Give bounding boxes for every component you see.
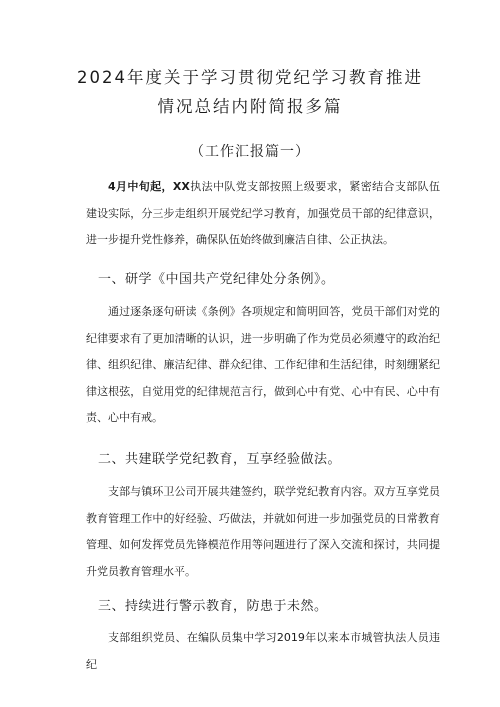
paragraph-3-text: 支部与镇环卫公司开展共建签约，联学党纪教育内容。双方互享党员教育管理工作中的好经验、巧做法，并就如何进一步加强党员的日常教育管理、如何发挥党员先锋模范作用等问题进行了深入交流和探讨，共同提升党员教育管理水平。 <box>86 485 440 578</box>
section-heading-3: 三、持续进行警示教育，防患于未然。 <box>98 599 328 614</box>
paragraph-3 <box>86 479 440 585</box>
paragraph-2-text: 通过逐条逐句研读《条例》各项规定和简明回答，党员干部们对党的纪律要求有了更加清晰的认识，进一步明确了作为党员必须遵守的政治纪律、组织纪律、廉洁纪律、群众纪律、工作纪律和生活纪律，时刻绷紧纪律这根弦，自觉用党的纪律规范言行，做到心中有党、心中有民、心中有责、心中有戒。 <box>86 305 440 424</box>
paragraph-4-text: 支部组织党员、在编队员集中学习2019年以来本市城管执法人员违纪 <box>86 631 440 671</box>
document-title-line1: 2024年度关于学习贯彻党纪学习教育推进 <box>77 68 423 87</box>
paragraph-1 <box>86 174 440 254</box>
paragraph-4 <box>86 625 440 671</box>
paragraph-1-text: 执法中队党支部按照上级要求，紧密结合支部队伍建设实际，分三步走组织开展党纪学习教育，加强党员干部的纪律意识，进一步提升党性修养，确保队伍始终做到廉洁自律、公正执法。 <box>86 180 440 246</box>
document-title-line2: 情况总结内附简报多篇 <box>157 97 343 116</box>
section-heading-1: 一、研学《中国共产党纪律处分条例》。 <box>98 272 335 287</box>
section-heading-2: 二、共建联学党纪教育，互享经验做法。 <box>98 452 342 467</box>
paragraph-1-lead: 4月中旬起，XX <box>108 180 190 193</box>
document-subtitle: （工作汇报篇一） <box>190 144 310 160</box>
paragraph-2 <box>86 299 440 432</box>
